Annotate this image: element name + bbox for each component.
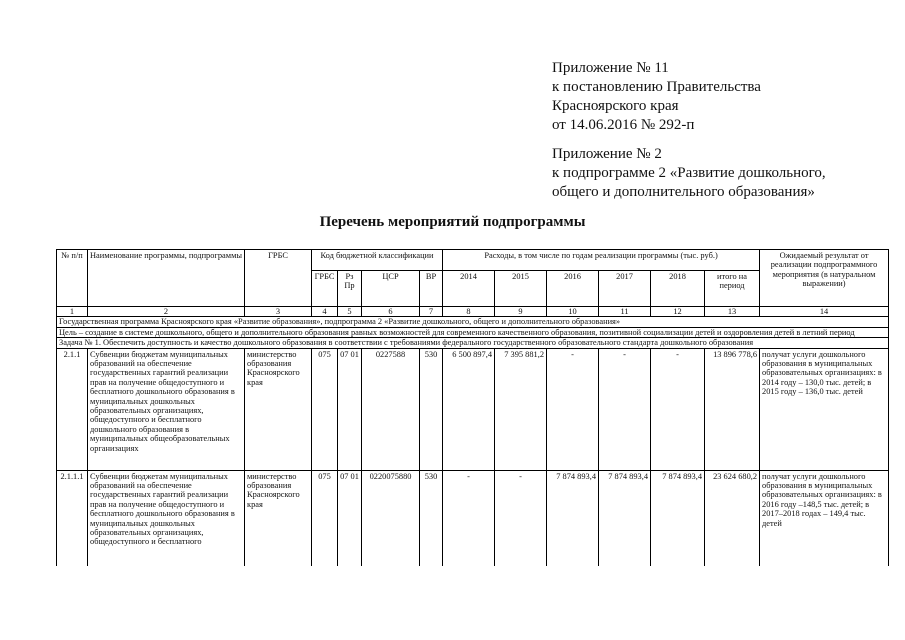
appendix-sub-line: Приложение № 2 <box>552 146 662 162</box>
row-grbs: министерство образования Красноярского края <box>245 470 312 566</box>
appendix-sub <box>552 145 826 202</box>
document-title: Перечень мероприятий подпрограммы <box>319 214 586 230</box>
row-grbs-code: 075 <box>312 470 338 566</box>
row-y2018: - <box>651 348 705 470</box>
header-budget-code: Код бюджетной классификации <box>312 250 443 271</box>
row-y2015: 7 395 881,2 <box>495 348 547 470</box>
row-rzpr: 07 01 <box>338 470 362 566</box>
row-name: Субвенции бюджетам муниципальных образований на обеспечение государственных гарантий реализации прав на получение общедоступного и бесплатного дошкольного образования в муниципальных дошкольных образовательных организациях, общедоступного и бесплатного дошкольного образования в муниципальных общеобразовательных организациях <box>88 348 245 470</box>
column-number-row <box>57 307 889 317</box>
header-vr: ВР <box>420 271 443 307</box>
header-year-2017: 2017 <box>599 271 651 307</box>
column-number: 6 <box>362 307 420 317</box>
row-y2018: 7 874 893,4 <box>651 470 705 566</box>
table-row <box>57 348 889 470</box>
header-year-2014: 2014 <box>443 271 495 307</box>
row-csr: 0227588 <box>362 348 420 470</box>
row-num: 2.1.1.1 <box>57 470 88 566</box>
row-y2017: - <box>599 348 651 470</box>
program-line: Государственная программа Красноярского края «Развитие образования», подпрограмма 2 «Развитие дошкольного, общего и дополнительного образования» <box>57 317 889 327</box>
row-csr: 0220075880 <box>362 470 420 566</box>
column-number: 4 <box>312 307 338 317</box>
task-row <box>57 338 889 348</box>
column-number: 9 <box>495 307 547 317</box>
row-result: получат услуги дошкольного образования в муниципальных образовательных организациях: в 2016 году –148,5 тыс. детей; в 2017–2018 годах – 149,4 тыс. детей <box>760 470 889 566</box>
appendix-main-line: от 14.06.2016 № 292-п <box>552 117 695 133</box>
header-num: № п/п <box>57 250 88 307</box>
row-y2014: - <box>443 470 495 566</box>
header-csr: ЦСР <box>362 271 420 307</box>
column-number: 12 <box>651 307 705 317</box>
header-rzpr: Рз Пр <box>338 271 362 307</box>
measures-table <box>56 249 889 566</box>
row-num: 2.1.1 <box>57 348 88 470</box>
column-number: 8 <box>443 307 495 317</box>
appendix-main-line: к постановлению Правительства <box>552 79 761 95</box>
row-y2014: 6 500 897,4 <box>443 348 495 470</box>
column-number: 2 <box>88 307 245 317</box>
row-total: 13 896 778,6 <box>705 348 760 470</box>
table-row <box>57 470 889 566</box>
program-row <box>57 317 889 327</box>
appendix-sub-line: общего и дополнительного образования» <box>552 184 815 200</box>
column-number: 5 <box>338 307 362 317</box>
appendix-main-line: Красноярского края <box>552 98 679 114</box>
row-grbs-code: 075 <box>312 348 338 470</box>
row-vr: 530 <box>420 348 443 470</box>
goal-row <box>57 327 889 337</box>
header-name: Наименование программы, подпрограммы <box>88 250 245 307</box>
appendix-main <box>552 59 761 135</box>
header-year-2018: 2018 <box>651 271 705 307</box>
header-expenses: Расходы, в том числе по годам реализации программы (тыс. руб.) <box>443 250 760 271</box>
row-y2016: 7 874 893,4 <box>547 470 599 566</box>
column-number: 14 <box>760 307 889 317</box>
header-result: Ожидаемый результат от реализации подпрограммного мероприятия (в натуральном выражении) <box>760 250 889 307</box>
header-grbs: ГРБС <box>245 250 312 307</box>
row-y2017: 7 874 893,4 <box>599 470 651 566</box>
row-result: получат услуги дошкольного образования в муниципальных образовательных организациях: в 2014 году – 130,0 тыс. детей; в 2015 году – 136,0 тыс. детей <box>760 348 889 470</box>
header-total: итого на период <box>705 271 760 307</box>
row-y2015: - <box>495 470 547 566</box>
appendix-sub-line: к подпрограмме 2 «Развитие дошкольного, <box>552 165 826 181</box>
appendix-main-line: Приложение № 11 <box>552 60 669 76</box>
column-number: 7 <box>420 307 443 317</box>
column-number: 3 <box>245 307 312 317</box>
row-y2016: - <box>547 348 599 470</box>
column-number: 11 <box>599 307 651 317</box>
column-number: 10 <box>547 307 599 317</box>
row-grbs: министерство образования Красноярского края <box>245 348 312 470</box>
column-number: 1 <box>57 307 88 317</box>
header-row <box>57 250 889 271</box>
goal-line: Цель – создание в системе дошкольного, общего и дополнительного образования равных возможностей для современного качественного образования, позитивной социализации детей и оздоровления детей в летний период <box>57 327 889 337</box>
task-line: Задача № 1. Обеспечить доступность и качество дошкольного образования в соответствии с требованиями федерального государственного образовательного стандарта дошкольного образования <box>57 338 889 348</box>
row-name: Субвенции бюджетам муниципальных образований на обеспечение государственных гарантий реализации прав на получение общедоступного и бесплатного дошкольного образования в муниципальных дошкольных образовательных организациях, общедоступного и бесплатного <box>88 470 245 566</box>
row-rzpr: 07 01 <box>338 348 362 470</box>
row-vr: 530 <box>420 470 443 566</box>
row-total: 23 624 680,2 <box>705 470 760 566</box>
column-number: 13 <box>705 307 760 317</box>
header-year-2015: 2015 <box>495 271 547 307</box>
header-year-2016: 2016 <box>547 271 599 307</box>
header-grbs-code: ГРБС <box>312 271 338 307</box>
